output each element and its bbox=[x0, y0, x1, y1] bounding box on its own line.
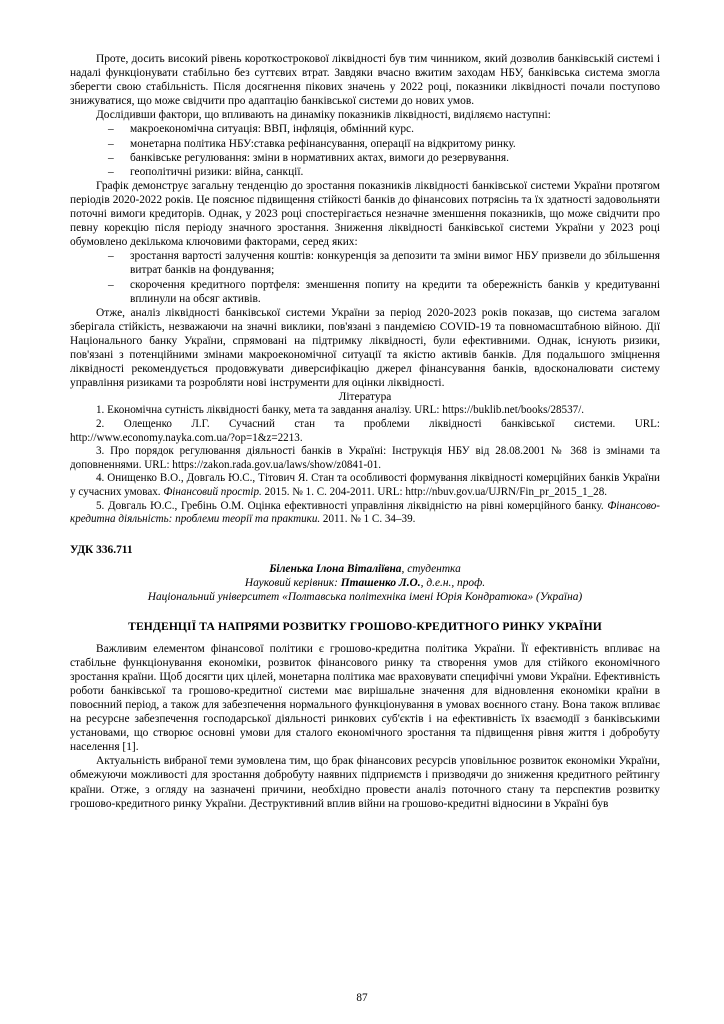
supervisor-degree: , д.е.н., проф. bbox=[420, 576, 486, 589]
article-paragraph-1: Важливим елементом фінансової політики є грошово-кредитна політика України. Її ефективність впливає на стабільне функціонування економіки, розвиток фінансового ринку та створення умов для стійкого економічного зростання країни. Щоб досягти цих цілей, монетарна політика має враховувати специфічні умови України. Ефективність роботи банківської та грошово-кредитної системи має вирішальне значення для відновлення економіки країни в повоєнний період, а також для забезпечення нормального функціонування в умовах воєнного стану. Вона також впливає на ресурсне забезпечення господарської діяльності ринкових суб'єктів і на ефективність їх взаємодії з банківськими установами, що створює основні умови для сталого економічного зростання та підвищення рівня життя і добробуту населення [1]. bbox=[70, 642, 660, 754]
dash-marker: – bbox=[108, 137, 114, 150]
udc-code: УДК 336.711 bbox=[70, 543, 133, 556]
reference-tail: 2011. № 1 С. 34–39. bbox=[320, 513, 416, 526]
list-item bbox=[70, 249, 660, 277]
reference-number: 1. bbox=[96, 404, 105, 417]
list-item bbox=[70, 122, 660, 136]
supervisor-prefix: Науковий керівник: bbox=[244, 576, 341, 589]
list-item bbox=[70, 278, 660, 306]
supervisor-line bbox=[70, 576, 660, 590]
list-item-text: геополітичні ризики: війна, санкції. bbox=[130, 165, 304, 178]
list-item bbox=[70, 137, 660, 151]
reference-text: Довгаль Ю.С., Гребінь О.М. Оцінка ефективності управління ліквідністю на рівні комерційного банку. bbox=[108, 499, 604, 512]
reference-item bbox=[70, 500, 660, 527]
list-item bbox=[70, 151, 660, 165]
paragraph-conclusion: Отже, аналіз ліквідності банківської системи України за період 2020-2023 років показав, що система загалом зберігала стійкість, незважаючи на значні виклики, пов'язані з пандемією COVID-19 та повномасштабною війною. Дії Національного банку України, спрямовані на підтримку ліквідності, були ефективними. Однак, існують ризики, пов'язані з потенційними змінами макроекономічної ситуації та якістю активів банків. Для подальшого зміцнення ліквідності рекомендується продовжувати диверсифікацію джерел фінансування банків, вдосконалювати систему управління ризиками та розробляти нові інструменти для оцінки ліквідності. bbox=[70, 306, 660, 390]
list-item-text: монетарна політика НБУ:ставка рефінансування, операції на відкритому ринку. bbox=[130, 137, 516, 150]
literature-heading: Література bbox=[338, 391, 392, 404]
dash-marker: – bbox=[108, 123, 114, 136]
reference-number: 3. bbox=[96, 445, 105, 458]
reference-text: Економічна сутність ліквідності банку, мета та завдання аналізу. URL: https://buklib.net/books/28537/. bbox=[107, 404, 585, 417]
reference-text: Онищенко В.О., Довгаль Ю.С., Тітович Я. Стан та особливості формування ліквідності комерційних банків України у сучасних умовах. bbox=[70, 472, 660, 498]
reference-number: 5. bbox=[96, 499, 105, 512]
dash-marker: – bbox=[108, 165, 114, 178]
author-line bbox=[70, 562, 660, 576]
reference-text: Про порядок регулювання діяльності банків в Україні: Інструкція НБУ від 28.08.2001 № 368 із змінами та доповненнями. URL: https://zakon.rada.gov.ua/laws/show/z0841-01. bbox=[70, 445, 660, 471]
reference-source: Фінансовий простір. bbox=[163, 485, 262, 498]
dash-marker: – bbox=[108, 278, 114, 291]
paragraph-chart-analysis: Графік демонструє загальну тенденцію до зростання показників ліквідності банківської системи України протягом періодів 2020-2022 років. Це пояснює підвищення стійкості банків до фінансових потрясінь та їх здатності задовольняти поточні вимоги кредиторів. Однак, у 2023 році спостерігається незначне зменшення показників, що може свідчити про певну корекцію після періоду значного зростання. Зниження ліквідності банківської системи України у 2023 році обумовлено декількома ключовими факторами, серед яких: bbox=[70, 179, 660, 249]
author-name: Біленька Ілона Віталіївна bbox=[269, 562, 402, 575]
factors-list-2 bbox=[70, 249, 660, 305]
author-role: , студентка bbox=[401, 562, 461, 575]
list-item-text: скорочення кредитного портфеля: зменшення попиту на кредити та обережність банків у кредитуванні вплинули на обсяг активів. bbox=[130, 278, 660, 305]
supervisor-name: Пташенко Л.О. bbox=[340, 576, 421, 589]
reference-item bbox=[70, 404, 660, 418]
paragraph-intro-2: Дослідивши фактори, що впливають на динаміку показників ліквідності, виділяємо наступні: bbox=[96, 109, 551, 122]
dash-marker: – bbox=[108, 151, 114, 164]
reference-item bbox=[70, 445, 660, 472]
reference-number: 4. bbox=[96, 472, 105, 485]
list-item bbox=[70, 165, 660, 179]
reference-item bbox=[70, 418, 660, 445]
reference-text: Олещенко Л.Г. Сучасний стан та проблеми ліквідності банківської системи. URL: http://www.economy.nayka.com.ua/?op=1&z=2213. bbox=[70, 417, 660, 444]
list-item-text: макроекономічна ситуація: ВВП, інфляція, обмінний курс. bbox=[130, 123, 414, 136]
page-number: 87 bbox=[356, 992, 368, 1004]
list-item-text: зростання вартості залучення коштів: конкуренція за депозити та зміни вимог НБУ призвели до збільшення витрат банків на фондування; bbox=[130, 250, 660, 277]
list-item-text: банківське регулювання: зміни в нормативних актах, вимоги до резервування. bbox=[130, 151, 509, 164]
article-paragraph-2: Актуальність вибраної теми зумовлена тим, що брак фінансових ресурсів уповільнює розвиток економіки України, обмежуючи можливості для зростання добробуту наявних підприємств і призводячи до зниження кредитного рейтингу країни. Отже, з огляду на зазначені причини, необхідно провести аналіз поточного стану та перспектив розвитку грошово-кредитного ринку України. Деструктивний вплив війни на грошово-кредитні відносини в Україні був bbox=[70, 755, 660, 810]
affiliation-line: Національний університет «Полтавська політехніка імені Юрія Кондратюка» (Україна) bbox=[147, 591, 583, 604]
reference-number: 2. bbox=[96, 417, 105, 430]
reference-tail: 2015. № 1. С. 204-2011. URL: http://nbuv.gov.ua/UJRN/Fin_pr_2015_1_28. bbox=[261, 485, 608, 498]
article-title: ТЕНДЕНЦІЇ ТА НАПРЯМИ РОЗВИТКУ ГРОШОВО-КРЕДИТНОГО РИНКУ УКРАЇНИ bbox=[128, 619, 602, 633]
factors-list bbox=[70, 122, 660, 178]
paragraph-intro-1: Проте, досить високий рівень короткострокової ліквідності був тим чинником, який дозволив банківській системі і надалі функціонувати стабільно без суттєвих втрат. Завдяки вчасно вжитим заходам НБУ, банківська система змогла зберегти свою стабільність. Після досягнення пікових значень у 2022 році, показники ліквідності почали поступово знижуватися, що може свідчити про адаптацію банківської системи до нових умов. bbox=[70, 53, 660, 108]
reference-item bbox=[70, 472, 660, 499]
dash-marker: – bbox=[108, 250, 114, 263]
reference-source: Фінансово-кредитна діяльність: проблеми теорії та практики. bbox=[70, 499, 661, 526]
